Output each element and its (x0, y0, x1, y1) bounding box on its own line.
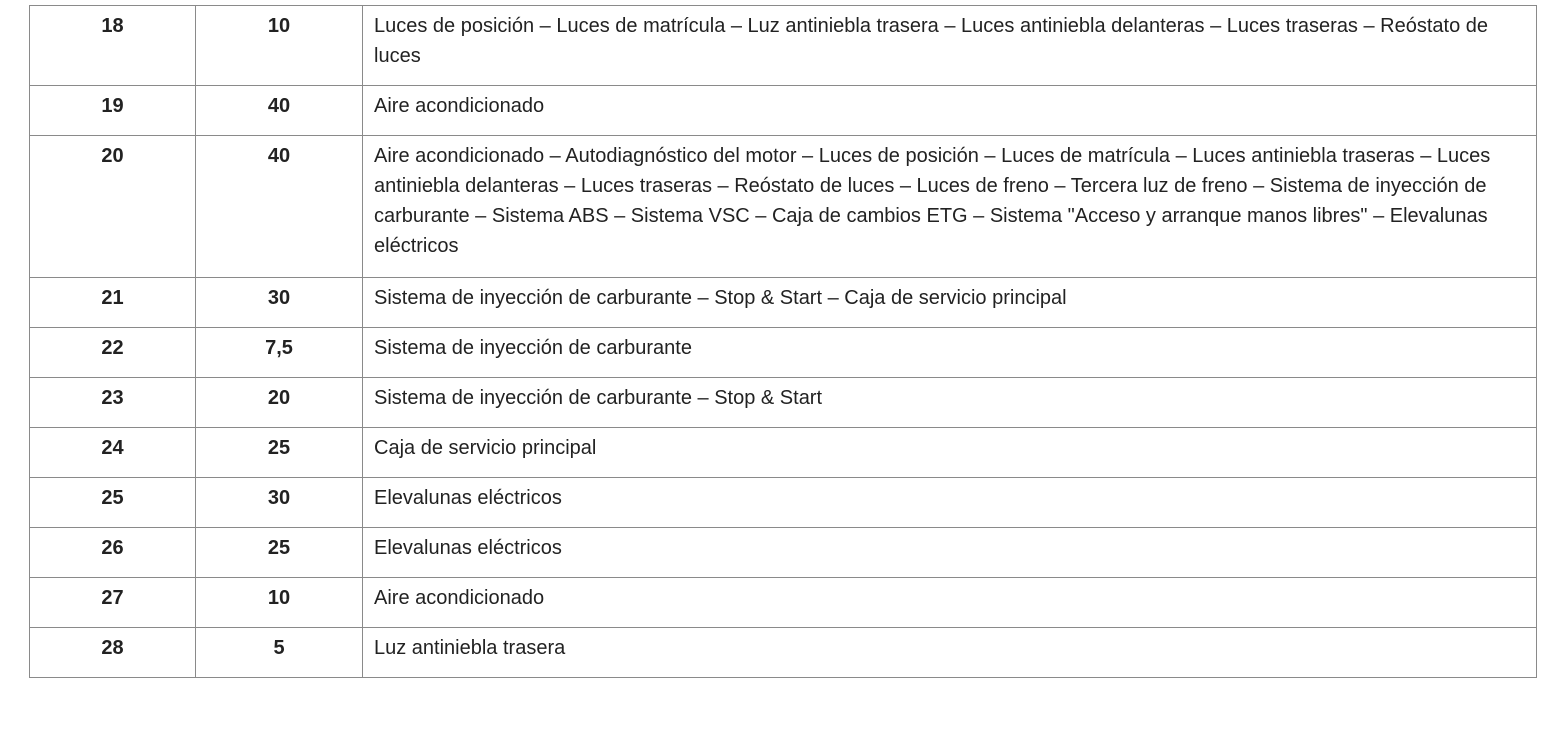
amperage-cell: 40 (196, 86, 363, 136)
fuse-number-cell: 24 (30, 428, 196, 478)
functions-cell: Caja de servicio principal (363, 428, 1537, 478)
table-row (30, 278, 1537, 328)
table-row (30, 628, 1537, 678)
table-row (30, 528, 1537, 578)
table-row (30, 428, 1537, 478)
functions-cell: Sistema de inyección de carburante (363, 328, 1537, 378)
fuse-number-cell: 26 (30, 528, 196, 578)
functions-cell: Luces de posición – Luces de matrícula – Luz antiniebla trasera – Luces antiniebla delanteras – Luces traseras – Reóstato de luces (363, 6, 1537, 86)
fuse-number-cell: 23 (30, 378, 196, 428)
amperage-cell: 10 (196, 6, 363, 86)
functions-cell: Elevalunas eléctricos (363, 528, 1537, 578)
table-row (30, 378, 1537, 428)
fuse-number-cell: 22 (30, 328, 196, 378)
amperage-cell: 20 (196, 378, 363, 428)
table-row (30, 328, 1537, 378)
fuse-number-cell: 18 (30, 6, 196, 86)
fuse-number-cell: 27 (30, 578, 196, 628)
table-row (30, 578, 1537, 628)
fuse-table (29, 5, 1537, 678)
fuse-number-cell: 25 (30, 478, 196, 528)
fuse-table-body (30, 6, 1537, 678)
table-row (30, 478, 1537, 528)
amperage-cell: 30 (196, 278, 363, 328)
table-row (30, 6, 1537, 86)
functions-cell: Luz antiniebla trasera (363, 628, 1537, 678)
functions-cell: Aire acondicionado (363, 86, 1537, 136)
table-row (30, 86, 1537, 136)
amperage-cell: 40 (196, 136, 363, 278)
amperage-cell: 10 (196, 578, 363, 628)
table-row (30, 136, 1537, 278)
fuse-number-cell: 20 (30, 136, 196, 278)
functions-cell: Sistema de inyección de carburante – Stop & Start – Caja de servicio principal (363, 278, 1537, 328)
fuse-number-cell: 28 (30, 628, 196, 678)
amperage-cell: 25 (196, 428, 363, 478)
functions-cell: Aire acondicionado – Autodiagnóstico del motor – Luces de posición – Luces de matrícula – Luces antiniebla traseras – Luces antiniebla delanteras – Luces traseras – Reóstato de luces – Luces de freno – Tercera luz de freno – Sistema de inyección de carburante – Sistema ABS – Sistema VSC – Caja de cambios ETG – Sistema "Acceso y arranque manos libres" – Elevalunas eléctricos (363, 136, 1537, 278)
amperage-cell: 30 (196, 478, 363, 528)
fuse-number-cell: 21 (30, 278, 196, 328)
functions-cell: Elevalunas eléctricos (363, 478, 1537, 528)
functions-cell: Aire acondicionado (363, 578, 1537, 628)
fuse-number-cell: 19 (30, 86, 196, 136)
functions-cell: Sistema de inyección de carburante – Stop & Start (363, 378, 1537, 428)
amperage-cell: 5 (196, 628, 363, 678)
amperage-cell: 7,5 (196, 328, 363, 378)
amperage-cell: 25 (196, 528, 363, 578)
